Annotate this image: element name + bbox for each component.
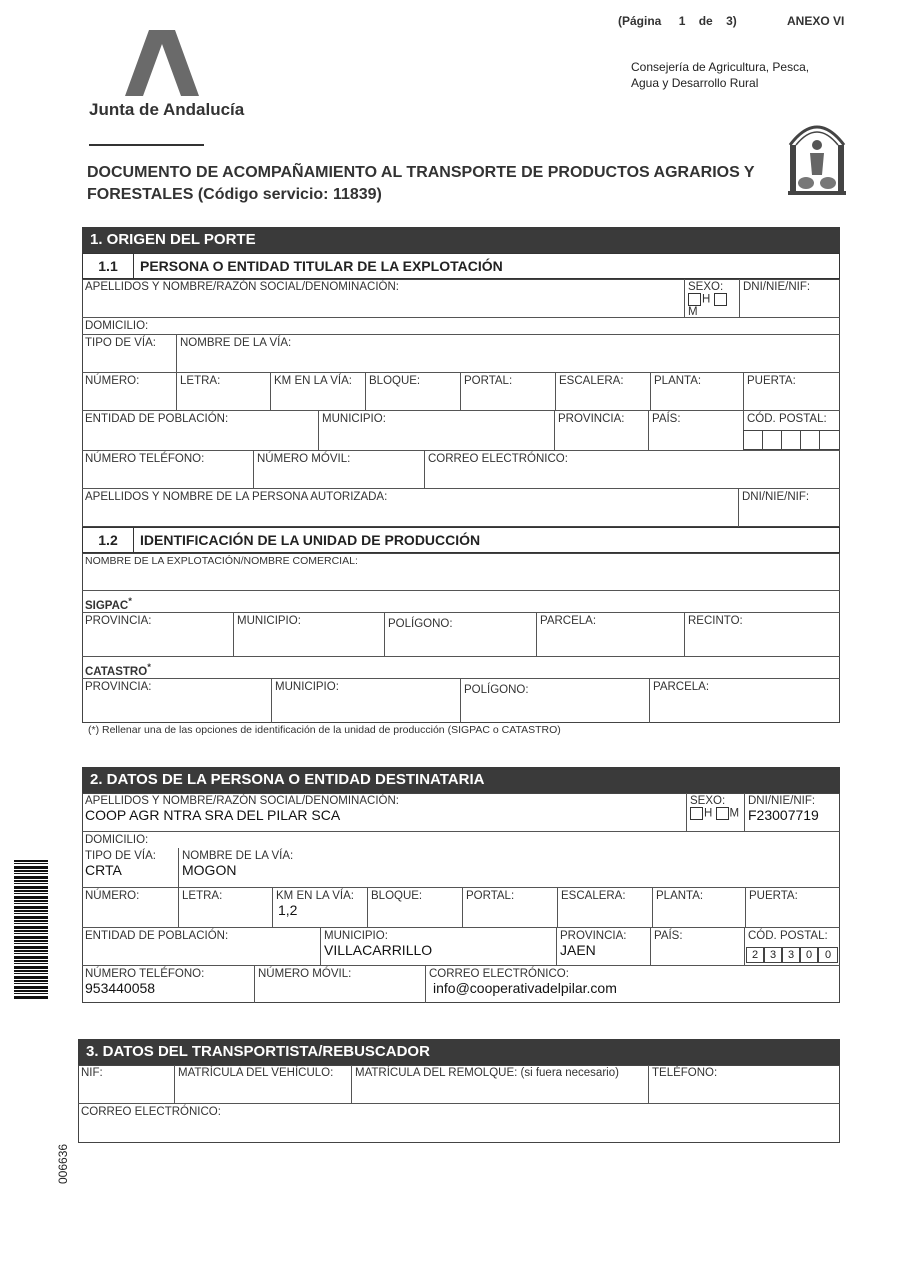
catastro-asterisk: * bbox=[147, 662, 151, 673]
dest-numero-label: NÚMERO: bbox=[85, 890, 140, 902]
transportista-nif-field[interactable] bbox=[78, 1065, 174, 1103]
sigpac-parcela-label: PARCELA: bbox=[540, 615, 597, 627]
titular-municipio-field[interactable] bbox=[318, 410, 554, 450]
dest-domicilio-text: DOMICILIO: bbox=[85, 834, 149, 846]
titular-portal-field[interactable] bbox=[460, 372, 555, 410]
dest-km-value: 1,2 bbox=[278, 902, 298, 918]
transportista-remolque-label: MATRÍCULA DEL REMOLQUE: (si fuera necesario) bbox=[355, 1067, 619, 1079]
dest-entidad-field[interactable] bbox=[82, 927, 320, 965]
titular-provincia-field[interactable] bbox=[554, 410, 648, 450]
section-1-header: 1. ORIGEN DEL PORTE bbox=[82, 227, 840, 253]
sigpac-text: SIGPAC bbox=[85, 599, 129, 612]
subsection-1-2 bbox=[82, 527, 840, 553]
sigpac-parcela-field[interactable] bbox=[536, 612, 684, 656]
dest-dni-value: F23007719 bbox=[748, 807, 819, 823]
sigpac-municipio-field[interactable] bbox=[233, 612, 384, 656]
transportista-nif-label: NIF: bbox=[81, 1067, 103, 1079]
titular-name-label: APELLIDOS Y NOMBRE/RAZÓN SOCIAL/DENOMINACIÓN: bbox=[85, 281, 399, 293]
section-3-header: 3. DATOS DEL TRANSPORTISTA/REBUSCADOR bbox=[78, 1039, 840, 1065]
titular-telefono-field[interactable] bbox=[82, 450, 253, 488]
sigpac-municipio-label: MUNICIPIO: bbox=[237, 615, 301, 627]
sigpac-recinto-field[interactable] bbox=[684, 612, 840, 656]
titular-pais-label: PAÍS: bbox=[652, 413, 681, 425]
titular-sexo-h-label: H bbox=[702, 293, 711, 306]
dest-cod-postal-label: CÓD. POSTAL: bbox=[748, 930, 828, 942]
titular-dni-field[interactable] bbox=[739, 279, 840, 317]
titular-municipio-label: MUNICIPIO: bbox=[322, 413, 386, 425]
dest-cp-digit[interactable]: 3 bbox=[764, 947, 782, 963]
transportista-telefono-field[interactable] bbox=[648, 1065, 840, 1103]
dest-cp-digit[interactable]: 0 bbox=[800, 947, 818, 963]
dest-telefono-field[interactable] bbox=[82, 965, 254, 1003]
page-indicator bbox=[618, 14, 737, 28]
titular-provincia-label: PROVINCIA: bbox=[558, 413, 625, 425]
title-line-1: DOCUMENTO DE ACOMPAÑAMIENTO AL TRANSPORTE DE PRODUCTOS AGRARIOS Y bbox=[87, 164, 755, 181]
titular-name-field[interactable] bbox=[82, 279, 684, 317]
dest-sexo-field bbox=[686, 793, 744, 831]
catastro-text: CATASTRO bbox=[85, 665, 148, 678]
dest-sexo-m-label: M bbox=[729, 807, 740, 820]
catastro-label bbox=[82, 656, 840, 678]
titular-puerta-field[interactable] bbox=[743, 372, 840, 410]
titular-sexo-h-checkbox[interactable] bbox=[688, 293, 701, 306]
transportista-correo-label: CORREO ELECTRÓNICO: bbox=[81, 1106, 221, 1118]
title-line-2: FORESTALES (Código servicio: 11839) bbox=[87, 186, 382, 203]
titular-km-label: KM EN LA VÍA: bbox=[274, 375, 352, 387]
dest-dni-field[interactable] bbox=[744, 793, 840, 831]
dest-dni-label: DNI/NIE/NIF: bbox=[748, 795, 816, 807]
dest-entidad-label: ENTIDAD DE POBLACIÓN: bbox=[85, 930, 229, 942]
subsection-1-1-title: PERSONA O ENTIDAD TITULAR DE LA EXPLOTACIÓN bbox=[140, 258, 503, 274]
dest-sexo-h-label: H bbox=[704, 807, 713, 820]
dest-sexo-h-checkbox[interactable] bbox=[690, 807, 703, 820]
titular-sexo-m-checkbox[interactable] bbox=[714, 293, 727, 306]
sigpac-provincia-label: PROVINCIA: bbox=[85, 615, 152, 627]
dest-municipio-value: VILLACARRILLO bbox=[324, 942, 433, 958]
dest-tipo-via-field[interactable] bbox=[82, 848, 178, 887]
logo-text: Junta de Andalucía bbox=[89, 100, 245, 119]
dest-municipio-label: MUNICIPIO: bbox=[324, 930, 388, 942]
catastro-parcela-field[interactable] bbox=[649, 678, 840, 723]
titular-sexo-label: SEXO: bbox=[688, 281, 724, 293]
dest-letra-field[interactable] bbox=[178, 887, 272, 927]
transportista-matricula-label: MATRÍCULA DEL VEHÍCULO: bbox=[178, 1067, 334, 1079]
dest-nombre-via-label: NOMBRE DE LA VÍA: bbox=[182, 850, 294, 862]
dest-correo-value: info@cooperativadelpilar.com bbox=[433, 980, 617, 996]
autorizada-name-label: APELLIDOS Y NOMBRE DE LA PERSONA AUTORIZADA: bbox=[85, 491, 388, 503]
catastro-provincia-field[interactable] bbox=[82, 678, 271, 723]
dest-provincia-value: JAEN bbox=[560, 942, 596, 958]
titular-nombre-via-field[interactable] bbox=[176, 334, 840, 372]
titular-escalera-label: ESCALERA: bbox=[559, 375, 624, 387]
titular-puerta-label: PUERTA: bbox=[747, 375, 796, 387]
dest-name-value: COOP AGR NTRA SRA DEL PILAR SCA bbox=[85, 807, 341, 823]
dest-numero-field[interactable] bbox=[82, 887, 178, 927]
dest-escalera-label: ESCALERA: bbox=[561, 890, 626, 902]
titular-movil-label: NÚMERO MÓVIL: bbox=[257, 453, 351, 465]
transportista-matricula-field[interactable] bbox=[174, 1065, 351, 1103]
titular-bloque-label: BLOQUE: bbox=[369, 375, 421, 387]
dest-pais-field[interactable] bbox=[650, 927, 744, 965]
dest-km-label: KM EN LA VÍA: bbox=[276, 890, 354, 902]
catastro-provincia-label: PROVINCIA: bbox=[85, 681, 152, 693]
titular-nombre-via-label: NOMBRE DE LA VÍA: bbox=[180, 337, 292, 349]
dest-name-label: APELLIDOS Y NOMBRE/RAZÓN SOCIAL/DENOMINACIÓN: bbox=[85, 795, 399, 807]
dest-provincia-field[interactable] bbox=[556, 927, 650, 965]
titular-cp-digit[interactable] bbox=[781, 430, 801, 450]
andalucia-coat-of-arms-icon bbox=[786, 115, 848, 197]
sigpac-recinto-label: RECINTO: bbox=[688, 615, 743, 627]
titular-entidad-field[interactable] bbox=[82, 410, 318, 450]
page-total: 3) bbox=[726, 14, 737, 28]
catastro-parcela-label: PARCELA: bbox=[653, 681, 710, 693]
titular-cp-digit[interactable] bbox=[819, 430, 840, 450]
pagina-label: (Página bbox=[618, 14, 662, 28]
dest-bloque-field[interactable] bbox=[367, 887, 462, 927]
dest-portal-label: PORTAL: bbox=[466, 890, 515, 902]
titular-sexo-field bbox=[684, 279, 739, 317]
titular-cp-digit[interactable] bbox=[762, 430, 782, 450]
dest-correo-field[interactable] bbox=[425, 965, 840, 1003]
dest-puerta-field[interactable] bbox=[745, 887, 840, 927]
titular-portal-label: PORTAL: bbox=[464, 375, 513, 387]
dest-nombre-via-field[interactable] bbox=[178, 848, 840, 887]
dest-portal-field[interactable] bbox=[462, 887, 557, 927]
department-name bbox=[631, 59, 809, 91]
side-code: 006636 bbox=[56, 1143, 70, 1184]
dest-tipo-via-label: TIPO DE VÍA: bbox=[85, 850, 156, 862]
titular-numero-field[interactable] bbox=[82, 372, 176, 410]
sigpac-poligono-field[interactable] bbox=[384, 612, 536, 656]
autorizada-name-field[interactable] bbox=[82, 488, 738, 527]
dest-km-field[interactable] bbox=[272, 887, 367, 927]
dest-telefono-value: 953440058 bbox=[85, 980, 156, 996]
dest-movil-label: NÚMERO MÓVIL: bbox=[258, 968, 352, 980]
document-title bbox=[87, 162, 755, 206]
section-2-header: 2. DATOS DE LA PERSONA O ENTIDAD DESTINATARIA bbox=[82, 767, 840, 793]
dept-line-1: Consejería de Agricultura, Pesca, bbox=[631, 60, 810, 74]
sigpac-label bbox=[82, 590, 840, 612]
titular-dni-label: DNI/NIE/NIF: bbox=[743, 281, 811, 293]
titular-cp-digit[interactable] bbox=[800, 430, 820, 450]
dept-line-2: Agua y Desarrollo Rural bbox=[631, 76, 759, 90]
dest-cp-digit[interactable]: 0 bbox=[818, 947, 838, 963]
titular-pais-field[interactable] bbox=[648, 410, 743, 450]
titular-telefono-label: NÚMERO TELÉFONO: bbox=[85, 453, 205, 465]
titular-correo-field[interactable] bbox=[424, 450, 840, 488]
explotacion-name-field[interactable] bbox=[82, 553, 840, 590]
anexo-label: ANEXO VI bbox=[787, 14, 845, 28]
barcode-icon bbox=[14, 860, 48, 1000]
dest-sexo-label: SEXO: bbox=[690, 795, 726, 807]
dest-nombre-via-value: MOGON bbox=[182, 862, 237, 878]
titular-correo-label: CORREO ELECTRÓNICO: bbox=[428, 453, 568, 465]
titular-cp-digit[interactable] bbox=[743, 430, 763, 450]
logo-divider bbox=[89, 144, 204, 146]
subsection-1-1 bbox=[82, 253, 840, 279]
dest-telefono-label: NÚMERO TELÉFONO: bbox=[85, 968, 205, 980]
dest-tipo-via-value: CRTA bbox=[85, 862, 122, 878]
transportista-correo-field[interactable] bbox=[78, 1103, 840, 1143]
subsection-1-2-number: 1.2 bbox=[83, 528, 134, 552]
page-number: 1 bbox=[678, 14, 686, 28]
dest-puerta-label: PUERTA: bbox=[749, 890, 798, 902]
titular-letra-field[interactable] bbox=[176, 372, 270, 410]
transportista-remolque-field[interactable] bbox=[351, 1065, 648, 1103]
dest-cp-digit[interactable]: 3 bbox=[782, 947, 800, 963]
explotacion-name-label: NOMBRE DE LA EXPLOTACIÓN/NOMBRE COMERCIAL: bbox=[85, 555, 358, 567]
titular-numero-label: NÚMERO: bbox=[85, 375, 140, 387]
titular-tipo-via-label: TIPO DE VÍA: bbox=[85, 337, 156, 349]
dest-pais-label: PAÍS: bbox=[654, 930, 683, 942]
titular-km-field[interactable] bbox=[270, 372, 365, 410]
catastro-poligono-field[interactable] bbox=[460, 678, 649, 723]
titular-sexo-m-label: M bbox=[688, 306, 698, 318]
junta-logo-icon bbox=[125, 30, 199, 96]
titular-entidad-label: ENTIDAD DE POBLACIÓN: bbox=[85, 413, 229, 425]
catastro-municipio-label: MUNICIPIO: bbox=[275, 681, 339, 693]
de-label: de bbox=[698, 14, 713, 28]
titular-planta-label: PLANTA: bbox=[654, 375, 702, 387]
sigpac-provincia-field[interactable] bbox=[82, 612, 233, 656]
sigpac-asterisk: * bbox=[128, 596, 132, 607]
dest-name-field[interactable] bbox=[82, 793, 686, 831]
titular-movil-field[interactable] bbox=[253, 450, 424, 488]
titular-planta-field[interactable] bbox=[650, 372, 743, 410]
titular-cod-postal-label: CÓD. POSTAL: bbox=[747, 413, 827, 425]
subsection-1-2-title: IDENTIFICACIÓN DE LA UNIDAD DE PRODUCCIÓN bbox=[140, 532, 481, 548]
dest-provincia-label: PROVINCIA: bbox=[560, 930, 627, 942]
dest-correo-label: CORREO ELECTRÓNICO: bbox=[429, 968, 569, 980]
autorizada-dni-field[interactable] bbox=[738, 488, 840, 527]
titular-escalera-field[interactable] bbox=[555, 372, 650, 410]
dest-planta-label: PLANTA: bbox=[656, 890, 704, 902]
dest-escalera-field[interactable] bbox=[557, 887, 652, 927]
titular-letra-label: LETRA: bbox=[180, 375, 221, 387]
dest-letra-label: LETRA: bbox=[182, 890, 223, 902]
catastro-poligono-label: POLÍGONO: bbox=[464, 684, 529, 696]
subsection-1-1-number: 1.1 bbox=[83, 254, 134, 278]
titular-domicilio-label bbox=[82, 317, 840, 334]
dest-planta-field[interactable] bbox=[652, 887, 745, 927]
dest-sexo-m-checkbox[interactable] bbox=[716, 807, 729, 820]
footnote: (*) Rellenar una de las opciones de identificación de la unidad de producción (SIGPAC o CATASTRO) bbox=[88, 724, 561, 736]
dest-bloque-label: BLOQUE: bbox=[371, 890, 423, 902]
catastro-municipio-field[interactable] bbox=[271, 678, 460, 723]
dest-cp-digit[interactable]: 2 bbox=[746, 947, 764, 963]
titular-bloque-field[interactable] bbox=[365, 372, 460, 410]
dest-municipio-field[interactable] bbox=[320, 927, 556, 965]
sigpac-poligono-label: POLÍGONO: bbox=[388, 618, 453, 630]
dest-domicilio-label bbox=[82, 831, 840, 848]
transportista-telefono-label: TELÉFONO: bbox=[652, 1067, 718, 1079]
titular-tipo-via-field[interactable] bbox=[82, 334, 176, 372]
titular-domicilio-text: DOMICILIO: bbox=[85, 320, 149, 332]
dest-movil-field[interactable] bbox=[254, 965, 425, 1003]
autorizada-dni-label: DNI/NIE/NIF: bbox=[742, 491, 810, 503]
